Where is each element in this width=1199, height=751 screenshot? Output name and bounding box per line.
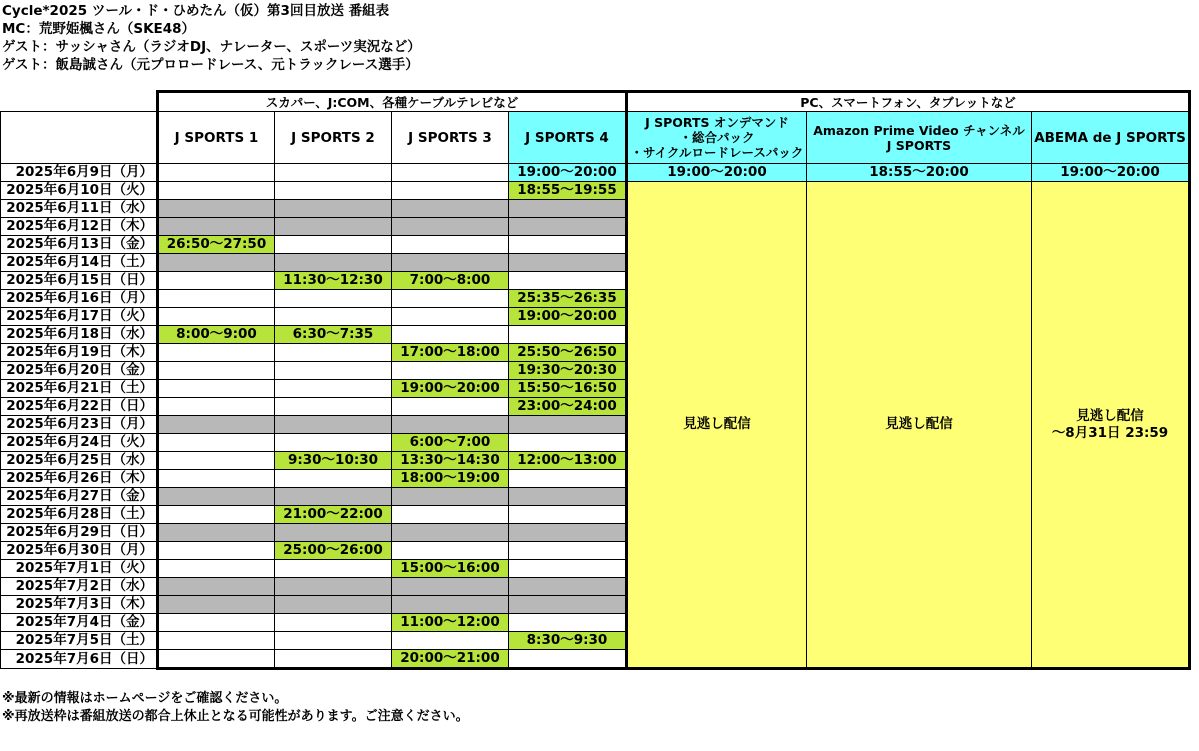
date-cell: 2025年6月16日（月）: [1, 290, 158, 308]
broadcast-slot-jsports4: 12:00〜13:00: [509, 452, 627, 470]
broadcast-slot-jsports1: [158, 632, 275, 650]
date-cell: 2025年6月10日（火）: [1, 182, 158, 200]
corner-blank: [1, 92, 158, 112]
schedule-header: [2, 2, 421, 74]
broadcast-slot-jsports3: [392, 578, 509, 596]
broadcast-slot-jsports3: [392, 236, 509, 254]
broadcast-slot-jsports4: 25:50〜26:50: [509, 344, 627, 362]
date-cell: 2025年6月29日（日）: [1, 524, 158, 542]
broadcast-slot-jsports4: [509, 506, 627, 524]
broadcast-slot-jsports1: [158, 560, 275, 578]
broadcast-slot-jsports3: [392, 218, 509, 236]
broadcast-slot-jsports2: [275, 380, 392, 398]
broadcast-slot-jsports2: [275, 236, 392, 254]
schedule-table: [0, 90, 1191, 670]
broadcast-slot-jsports2: [275, 614, 392, 632]
broadcast-slot-jsports1: 8:00〜9:00: [158, 326, 275, 344]
broadcast-slot-jsports2: 6:30〜7:35: [275, 326, 392, 344]
broadcast-slot-jsports2: [275, 560, 392, 578]
vod-replay-abema: [1032, 182, 1190, 669]
broadcast-slot-jsports1: [158, 596, 275, 614]
date-cell: 2025年7月3日（木）: [1, 596, 158, 614]
broadcast-slot-jsports2: [275, 632, 392, 650]
broadcast-slot-jsports4: 23:00〜24:00: [509, 398, 627, 416]
broadcast-slot-jsports1: [158, 488, 275, 506]
broadcast-slot-jsports1: [158, 344, 275, 362]
broadcast-slot-jsports2: 9:30〜10:30: [275, 452, 392, 470]
broadcast-slot-jsports1: [158, 200, 275, 218]
date-cell: 2025年6月19日（木）: [1, 344, 158, 362]
channel-abema: ABEMA de J SPORTS: [1032, 112, 1190, 164]
broadcast-slot-jsports1: [158, 614, 275, 632]
broadcast-slot-jsports1: [158, 542, 275, 560]
channel-jsports2: J SPORTS 2: [275, 112, 392, 164]
notes: [2, 690, 469, 726]
broadcast-slot-jsports2: [275, 524, 392, 542]
broadcast-slot-jsports2: [275, 488, 392, 506]
channel-jsports3: J SPORTS 3: [392, 112, 509, 164]
broadcast-slot-jsports3: [392, 290, 509, 308]
broadcast-slot-jsports1: [158, 380, 275, 398]
channel-jsports1: J SPORTS 1: [158, 112, 275, 164]
date-cell: 2025年6月30日（月）: [1, 542, 158, 560]
broadcast-slot-jsports4: 19:00〜20:00: [509, 164, 627, 182]
broadcast-slot-jsports3: [392, 362, 509, 380]
broadcast-slot-jsports2: 25:00〜26:00: [275, 542, 392, 560]
broadcast-slot-jsports4: [509, 434, 627, 452]
broadcast-slot-jsports1: [158, 434, 275, 452]
broadcast-slot-jsports1: [158, 182, 275, 200]
broadcast-slot-jsports1: [158, 650, 275, 669]
broadcast-slot-jsports1: [158, 290, 275, 308]
broadcast-slot-jsports4: [509, 542, 627, 560]
date-cell: 2025年7月1日（火）: [1, 560, 158, 578]
broadcast-slot-jsports2: [275, 164, 392, 182]
broadcast-slot-jsports3: [392, 506, 509, 524]
broadcast-slot-jsports4: [509, 326, 627, 344]
vod-time-amazon: 18:55〜20:00: [807, 164, 1032, 182]
broadcast-slot-jsports2: [275, 578, 392, 596]
broadcast-slot-jsports2: [275, 362, 392, 380]
date-cell: 2025年6月22日（日）: [1, 398, 158, 416]
broadcast-slot-jsports2: 11:30〜12:30: [275, 272, 392, 290]
broadcast-slot-jsports2: [275, 416, 392, 434]
broadcast-slot-jsports2: [275, 218, 392, 236]
broadcast-slot-jsports4: [509, 488, 627, 506]
broadcast-slot-jsports4: 18:55〜19:55: [509, 182, 627, 200]
date-cell: 2025年6月25日（水）: [1, 452, 158, 470]
broadcast-slot-jsports1: 26:50〜27:50: [158, 236, 275, 254]
broadcast-slot-jsports2: [275, 200, 392, 218]
mc-line: MC：荒野姫楓さん（SKE48）: [2, 21, 196, 37]
broadcast-slot-jsports2: [275, 308, 392, 326]
broadcast-slot-jsports3: [392, 596, 509, 614]
vod-replay-abema-label: 見逃し配信: [1076, 407, 1144, 424]
table-row: [1, 182, 1190, 200]
broadcast-slot-jsports4: [509, 218, 627, 236]
broadcast-slot-jsports1: [158, 254, 275, 272]
group-pc: PC、スマートフォン、タブレットなど: [627, 92, 1190, 112]
broadcast-slot-jsports3: [392, 488, 509, 506]
vod-time-abema: 19:00〜20:00: [1032, 164, 1190, 182]
vod-replay-amazon: 見逃し配信: [807, 182, 1032, 669]
broadcast-slot-jsports4: [509, 470, 627, 488]
vod-replay-ondemand: 見逃し配信: [627, 182, 807, 669]
broadcast-slot-jsports4: 19:30〜20:30: [509, 362, 627, 380]
date-cell: 2025年7月5日（土）: [1, 632, 158, 650]
broadcast-slot-jsports3: [392, 164, 509, 182]
date-cell: 2025年6月14日（土）: [1, 254, 158, 272]
broadcast-slot-jsports4: [509, 524, 627, 542]
broadcast-slot-jsports3: 18:00〜19:00: [392, 470, 509, 488]
broadcast-slot-jsports1: [158, 362, 275, 380]
broadcast-slot-jsports4: [509, 236, 627, 254]
broadcast-slot-jsports4: [509, 578, 627, 596]
broadcast-slot-jsports4: 25:35〜26:35: [509, 290, 627, 308]
broadcast-slot-jsports1: [158, 218, 275, 236]
date-cell: 2025年6月15日（日）: [1, 272, 158, 290]
broadcast-slot-jsports3: [392, 254, 509, 272]
broadcast-slot-jsports1: [158, 398, 275, 416]
channel-jsports4: J SPORTS 4: [509, 112, 627, 164]
broadcast-slot-jsports4: 19:00〜20:00: [509, 308, 627, 326]
date-cell: 2025年6月11日（水）: [1, 200, 158, 218]
note-2: ※再放送枠は番組放送の都合上休止となる可能性があります。ご注意ください。: [2, 709, 469, 724]
broadcast-slot-jsports2: [275, 182, 392, 200]
broadcast-slot-jsports4: [509, 560, 627, 578]
broadcast-slot-jsports2: [275, 650, 392, 669]
date-cell: 2025年6月20日（金）: [1, 362, 158, 380]
broadcast-slot-jsports1: [158, 416, 275, 434]
schedule-title: Cycle*2025 ツール・ド・ひめたん（仮）第3回目放送 番組表: [2, 3, 390, 19]
guest-line-1: ゲスト：サッシャさん（ラジオDJ、ナレーター、スポーツ実況など）: [2, 39, 421, 55]
date-cell: 2025年6月27日（金）: [1, 488, 158, 506]
group-tv: スカパー、J:COM、各種ケーブルテレビなど: [158, 92, 627, 112]
broadcast-slot-jsports3: [392, 182, 509, 200]
broadcast-slot-jsports1: [158, 308, 275, 326]
vod-time-ondemand: 19:00〜20:00: [627, 164, 807, 182]
channel-amazon: Amazon Prime Video チャンネル J SPORTS: [807, 112, 1032, 164]
date-cell: 2025年6月24日（火）: [1, 434, 158, 452]
broadcast-slot-jsports1: [158, 578, 275, 596]
date-cell: 2025年6月26日（木）: [1, 470, 158, 488]
guest-line-2: ゲスト：飯島誠さん（元プロロードレース、元トラックレース選手）: [2, 57, 419, 73]
corner-blank-2: [1, 112, 158, 164]
broadcast-slot-jsports3: [392, 416, 509, 434]
note-1: ※最新の情報はホームページをご確認ください。: [2, 691, 288, 706]
broadcast-slot-jsports2: [275, 344, 392, 362]
broadcast-slot-jsports1: [158, 506, 275, 524]
broadcast-slot-jsports2: [275, 434, 392, 452]
broadcast-slot-jsports3: 17:00〜18:00: [392, 344, 509, 362]
broadcast-slot-jsports2: [275, 398, 392, 416]
broadcast-slot-jsports4: 8:30〜9:30: [509, 632, 627, 650]
broadcast-slot-jsports4: 15:50〜16:50: [509, 380, 627, 398]
broadcast-slot-jsports4: [509, 416, 627, 434]
broadcast-slot-jsports2: [275, 596, 392, 614]
broadcast-slot-jsports1: [158, 164, 275, 182]
broadcast-slot-jsports3: [392, 632, 509, 650]
date-cell: 2025年7月4日（金）: [1, 614, 158, 632]
broadcast-slot-jsports3: [392, 326, 509, 344]
broadcast-slot-jsports3: [392, 308, 509, 326]
broadcast-slot-jsports1: [158, 470, 275, 488]
broadcast-slot-jsports4: [509, 614, 627, 632]
broadcast-slot-jsports2: [275, 254, 392, 272]
broadcast-slot-jsports4: [509, 200, 627, 218]
broadcast-slot-jsports2: [275, 470, 392, 488]
broadcast-slot-jsports3: 19:00〜20:00: [392, 380, 509, 398]
date-cell: 2025年6月23日（月）: [1, 416, 158, 434]
broadcast-slot-jsports4: [509, 650, 627, 669]
date-cell: 2025年6月12日（木）: [1, 218, 158, 236]
broadcast-slot-jsports3: 20:00〜21:00: [392, 650, 509, 669]
date-cell: 2025年6月28日（土）: [1, 506, 158, 524]
broadcast-slot-jsports3: [392, 398, 509, 416]
broadcast-slot-jsports3: [392, 542, 509, 560]
date-cell: 2025年6月21日（土）: [1, 380, 158, 398]
table-row: [1, 164, 1190, 182]
broadcast-slot-jsports2: [275, 290, 392, 308]
date-cell: 2025年7月6日（日）: [1, 650, 158, 669]
broadcast-slot-jsports1: [158, 524, 275, 542]
date-cell: 2025年6月13日（金）: [1, 236, 158, 254]
broadcast-slot-jsports3: 15:00〜16:00: [392, 560, 509, 578]
channel-ondemand: J SPORTS オンデマンド ・総合パック ・サイクルロードレースパック: [627, 112, 807, 164]
broadcast-slot-jsports1: [158, 452, 275, 470]
date-cell: 2025年6月17日（火）: [1, 308, 158, 326]
broadcast-slot-jsports4: [509, 254, 627, 272]
broadcast-slot-jsports1: [158, 272, 275, 290]
broadcast-slot-jsports3: 11:00〜12:00: [392, 614, 509, 632]
broadcast-slot-jsports3: [392, 200, 509, 218]
broadcast-slot-jsports2: 21:00〜22:00: [275, 506, 392, 524]
date-cell: 2025年6月9日（月）: [1, 164, 158, 182]
broadcast-slot-jsports4: [509, 272, 627, 290]
broadcast-slot-jsports3: 6:00〜7:00: [392, 434, 509, 452]
date-cell: 2025年6月18日（水）: [1, 326, 158, 344]
broadcast-slot-jsports4: [509, 596, 627, 614]
vod-replay-abema-deadline: 〜8月31日 23:59: [1051, 424, 1169, 441]
broadcast-slot-jsports3: [392, 524, 509, 542]
date-cell: 2025年7月2日（水）: [1, 578, 158, 596]
broadcast-slot-jsports3: 13:30〜14:30: [392, 452, 509, 470]
broadcast-slot-jsports3: 7:00〜8:00: [392, 272, 509, 290]
